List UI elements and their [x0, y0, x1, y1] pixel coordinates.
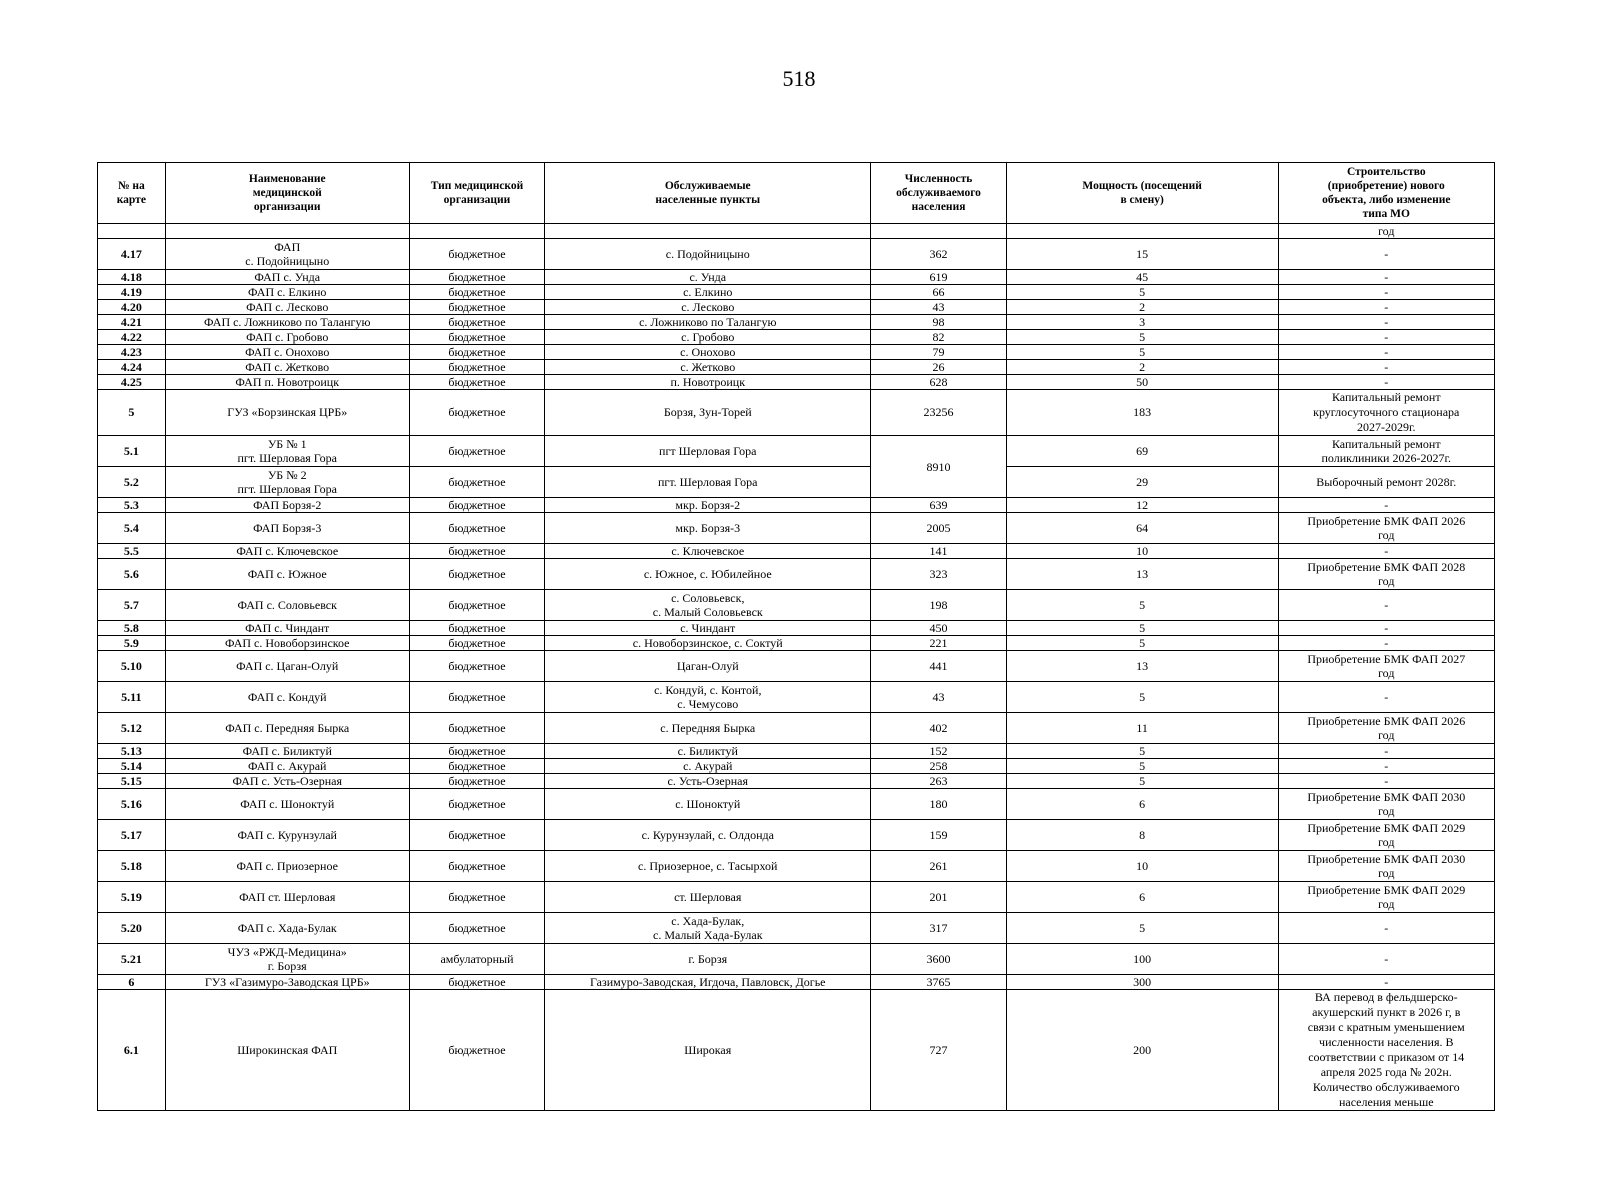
cell-construction: -	[1278, 315, 1494, 330]
cell-organization-name: ГУЗ «Газимуро-Заводская ЦРБ»	[165, 975, 409, 990]
cell-capacity: 3	[1006, 315, 1278, 330]
cell-served-population: 3600	[871, 944, 1006, 975]
cell-construction: -	[1278, 621, 1494, 636]
cell-map-number: 4.20	[98, 300, 166, 315]
cell-served-population: 82	[871, 330, 1006, 345]
cell-served-population: 152	[871, 744, 1006, 759]
cell-organization-type: бюджетное	[409, 774, 544, 789]
table-row	[98, 851, 1495, 882]
table-header	[98, 163, 1495, 224]
cell-served-settlements: Газимуро-Заводская, Игдоча, Павловск, Догье	[545, 975, 871, 990]
table-row	[98, 330, 1495, 345]
table-row	[98, 559, 1495, 590]
table-row	[98, 820, 1495, 851]
cell-served-settlements: с. Кондуй, с. Контой, с. Чемусово	[545, 682, 871, 713]
cell-construction: Капитальный ремонт поликлиники 2026-2027г.	[1278, 436, 1494, 467]
cell-map-number: 5	[98, 390, 166, 436]
cell-organization-name: УБ № 2 пгт. Шерловая Гора	[165, 467, 409, 498]
table-row	[98, 789, 1495, 820]
table-row	[98, 436, 1495, 467]
cell-organization-type: бюджетное	[409, 621, 544, 636]
cell-organization-name: ЧУЗ «РЖД-Медицина» г. Борзя	[165, 944, 409, 975]
cell-organization-type: бюджетное	[409, 713, 544, 744]
cell-map-number: 5.11	[98, 682, 166, 713]
cell-organization-name: ФАП Борзя-2	[165, 498, 409, 513]
cell-capacity: 2	[1006, 300, 1278, 315]
cell-capacity: 69	[1006, 436, 1278, 467]
cell-served-population: 261	[871, 851, 1006, 882]
header-served-settlements: Обслуживаемые населенные пункты	[545, 163, 871, 224]
cell-organization-type: бюджетное	[409, 820, 544, 851]
carry-over-text: год	[1278, 224, 1494, 239]
table-row	[98, 744, 1495, 759]
cell-organization-name: ФАП с. Лесково	[165, 300, 409, 315]
cell-organization-name: ФАП с. Ключевское	[165, 544, 409, 559]
cell-construction: Выборочный ремонт 2028г.	[1278, 467, 1494, 498]
cell-served-settlements: п. Новотроицк	[545, 375, 871, 390]
cell-organization-name: ФАП с. Акурай	[165, 759, 409, 774]
cell-map-number: 4.23	[98, 345, 166, 360]
cell-capacity: 10	[1006, 544, 1278, 559]
cell-capacity: 100	[1006, 944, 1278, 975]
cell-construction: -	[1278, 375, 1494, 390]
cell-capacity: 10	[1006, 851, 1278, 882]
cell-capacity: 6	[1006, 789, 1278, 820]
cell-construction: -	[1278, 544, 1494, 559]
cell-capacity: 200	[1006, 990, 1278, 1111]
cell-construction: -	[1278, 744, 1494, 759]
cell-organization-type: бюджетное	[409, 975, 544, 990]
header-organization-name: Наименование медицинской организации	[165, 163, 409, 224]
cell-organization-type: бюджетное	[409, 990, 544, 1111]
table-row	[98, 270, 1495, 285]
cell-construction: -	[1278, 590, 1494, 621]
page-number: 518	[782, 66, 816, 91]
header-map-number: № на карте	[98, 163, 166, 224]
cell-capacity: 300	[1006, 975, 1278, 990]
table-row	[98, 636, 1495, 651]
cell-map-number: 5.9	[98, 636, 166, 651]
cell-organization-type: бюджетное	[409, 375, 544, 390]
cell-construction: Приобретение БМК ФАП 2026 год	[1278, 513, 1494, 544]
cell-capacity: 5	[1006, 621, 1278, 636]
cell-organization-name: ФАП с. Курунзулай	[165, 820, 409, 851]
cell-organization-name: ФАП Борзя-3	[165, 513, 409, 544]
cell-capacity: 5	[1006, 682, 1278, 713]
cell-organization-type: бюджетное	[409, 239, 544, 270]
cell-construction: -	[1278, 944, 1494, 975]
cell-organization-name: ФАП с. Приозерное	[165, 851, 409, 882]
cell-organization-type: бюджетное	[409, 300, 544, 315]
header-capacity: Мощность (посещений в смену)	[1006, 163, 1278, 224]
cell-served-population: 402	[871, 713, 1006, 744]
cell-served-population: 2005	[871, 513, 1006, 544]
table-row	[98, 513, 1495, 544]
cell-capacity: 29	[1006, 467, 1278, 498]
cell-organization-type: бюджетное	[409, 559, 544, 590]
cell-organization-name: ФАП с. Чиндант	[165, 621, 409, 636]
cell-construction: -	[1278, 285, 1494, 300]
cell-map-number: 5.4	[98, 513, 166, 544]
cell-map-number: 4.24	[98, 360, 166, 375]
cell-capacity: 5	[1006, 590, 1278, 621]
medical-organizations-table	[97, 162, 1495, 1111]
cell-served-population: 198	[871, 590, 1006, 621]
cell-organization-type: бюджетное	[409, 636, 544, 651]
cell-served-settlements: мкр. Борзя-2	[545, 498, 871, 513]
cell-map-number: 6	[98, 975, 166, 990]
cell-served-settlements: с. Унда	[545, 270, 871, 285]
cell-construction: -	[1278, 975, 1494, 990]
cell-organization-name: ФАП с. Онохово	[165, 345, 409, 360]
cell-construction: -	[1278, 913, 1494, 944]
table-row	[98, 621, 1495, 636]
cell-organization-name: ФАП с. Жетково	[165, 360, 409, 375]
table-row	[98, 239, 1495, 270]
cell-organization-type: бюджетное	[409, 789, 544, 820]
cell-capacity: 2	[1006, 360, 1278, 375]
cell-served-settlements: ст. Шерловая	[545, 882, 871, 913]
table-row	[98, 774, 1495, 789]
cell-organization-type: бюджетное	[409, 513, 544, 544]
cell-served-population: 450	[871, 621, 1006, 636]
cell-served-settlements: с. Хада-Булак, с. Малый Хада-Булак	[545, 913, 871, 944]
cell-served-population: 79	[871, 345, 1006, 360]
table-row	[98, 651, 1495, 682]
table-row	[98, 975, 1495, 990]
cell-capacity: 5	[1006, 774, 1278, 789]
cell-organization-name: ГУЗ «Борзинская ЦРБ»	[165, 390, 409, 436]
cell-construction: -	[1278, 345, 1494, 360]
cell-construction: Приобретение БМК ФАП 2029 год	[1278, 820, 1494, 851]
cell-capacity: 11	[1006, 713, 1278, 744]
cell-served-settlements: мкр. Борзя-3	[545, 513, 871, 544]
cell-organization-type: бюджетное	[409, 851, 544, 882]
cell-served-settlements: с. Гробово	[545, 330, 871, 345]
cell-construction: Приобретение БМК ФАП 2026 год	[1278, 713, 1494, 744]
cell-capacity: 5	[1006, 345, 1278, 360]
cell-served-population: 317	[871, 913, 1006, 944]
cell-served-settlements: с. Ключевское	[545, 544, 871, 559]
cell-served-population: 441	[871, 651, 1006, 682]
cell-map-number: 4.19	[98, 285, 166, 300]
cell-served-settlements: Широкая	[545, 990, 871, 1111]
cell-served-population: 221	[871, 636, 1006, 651]
cell-organization-name: ФАП с. Гробово	[165, 330, 409, 345]
cell-served-population: 180	[871, 789, 1006, 820]
carry-over-row	[98, 224, 1495, 239]
header-organization-type: Тип медицинской организации	[409, 163, 544, 224]
cell-served-settlements: с. Соловьевск, с. Малый Соловьевск	[545, 590, 871, 621]
cell-capacity: 13	[1006, 559, 1278, 590]
cell-served-population: 263	[871, 774, 1006, 789]
cell-served-settlements: пгт Шерловая Гора	[545, 436, 871, 467]
cell-map-number: 5.6	[98, 559, 166, 590]
cell-capacity: 15	[1006, 239, 1278, 270]
cell-organization-type: бюджетное	[409, 330, 544, 345]
cell-organization-name: ФАП с. Соловьевск	[165, 590, 409, 621]
cell-capacity: 12	[1006, 498, 1278, 513]
cell-served-settlements: г. Борзя	[545, 944, 871, 975]
cell-served-settlements: с. Приозерное, с. Тасырхой	[545, 851, 871, 882]
cell-construction: -	[1278, 330, 1494, 345]
cell-construction: Приобретение БМК ФАП 2029 год	[1278, 882, 1494, 913]
cell-organization-type: бюджетное	[409, 544, 544, 559]
table-row	[98, 390, 1495, 436]
cell-served-settlements: с. Усть-Озерная	[545, 774, 871, 789]
cell-served-settlements: с. Новоборзинское, с. Соктуй	[545, 636, 871, 651]
table-row	[98, 300, 1495, 315]
cell-construction: -	[1278, 360, 1494, 375]
cell-served-settlements: Борзя, Зун-Торей	[545, 390, 871, 436]
cell-construction: Приобретение БМК ФАП 2030 год	[1278, 789, 1494, 820]
table-row	[98, 713, 1495, 744]
cell-served-settlements: пгт. Шерловая Гора	[545, 467, 871, 498]
cell-map-number: 5.7	[98, 590, 166, 621]
cell-organization-name: ФАП с. Унда	[165, 270, 409, 285]
cell-served-population: 98	[871, 315, 1006, 330]
cell-served-population: 141	[871, 544, 1006, 559]
table-row	[98, 375, 1495, 390]
cell-served-settlements: с. Передняя Бырка	[545, 713, 871, 744]
table-row	[98, 913, 1495, 944]
cell-map-number: 5.10	[98, 651, 166, 682]
cell-capacity: 6	[1006, 882, 1278, 913]
cell-map-number: 4.17	[98, 239, 166, 270]
cell-organization-name: ФАП с. Ложниково по Талангую	[165, 315, 409, 330]
cell-construction: -	[1278, 759, 1494, 774]
cell-construction: ВА перевод в фельдшерско- акушерский пункт в 2026 г, в связи с кратным уменьшением численности населения. В соответствии с приказом от 14 апреля 2025 года № 202н. Количество обслуживаемого населения меньше	[1278, 990, 1494, 1111]
cell-organization-name: ФАП с. Новоборзинское	[165, 636, 409, 651]
cell-organization-type: бюджетное	[409, 759, 544, 774]
cell-organization-name: ФАП с. Шоноктуй	[165, 789, 409, 820]
cell-map-number: 5.12	[98, 713, 166, 744]
table-row	[98, 882, 1495, 913]
cell-organization-type: бюджетное	[409, 651, 544, 682]
cell-served-settlements: с. Южное, с. Юбилейное	[545, 559, 871, 590]
cell-served-settlements: с. Подойницыно	[545, 239, 871, 270]
cell-construction: -	[1278, 239, 1494, 270]
cell-map-number: 5.5	[98, 544, 166, 559]
table-row	[98, 498, 1495, 513]
cell-map-number: 5.15	[98, 774, 166, 789]
cell-served-population: 43	[871, 682, 1006, 713]
cell-map-number: 4.25	[98, 375, 166, 390]
cell-served-population: 362	[871, 239, 1006, 270]
cell-organization-name: ФАП п. Новотроицк	[165, 375, 409, 390]
cell-capacity: 183	[1006, 390, 1278, 436]
cell-map-number: 5.20	[98, 913, 166, 944]
cell-served-settlements: с. Елкино	[545, 285, 871, 300]
cell-map-number: 5.16	[98, 789, 166, 820]
cell-served-population: 3765	[871, 975, 1006, 990]
cell-organization-name: ФАП с. Биликтуй	[165, 744, 409, 759]
cell-served-settlements: с. Курунзулай, с. Олдонда	[545, 820, 871, 851]
cell-construction: -	[1278, 682, 1494, 713]
cell-organization-type: бюджетное	[409, 345, 544, 360]
cell-map-number: 5.2	[98, 467, 166, 498]
cell-served-settlements: с. Жетково	[545, 360, 871, 375]
cell-construction: Приобретение БМК ФАП 2030 год	[1278, 851, 1494, 882]
cell-organization-type: бюджетное	[409, 744, 544, 759]
cell-capacity: 5	[1006, 285, 1278, 300]
cell-served-population: 639	[871, 498, 1006, 513]
cell-organization-type: бюджетное	[409, 315, 544, 330]
table-row	[98, 315, 1495, 330]
cell-organization-name: ФАП с. Елкино	[165, 285, 409, 300]
cell-map-number: 5.21	[98, 944, 166, 975]
table-row	[98, 759, 1495, 774]
table-row	[98, 544, 1495, 559]
cell-capacity: 50	[1006, 375, 1278, 390]
cell-construction: -	[1278, 300, 1494, 315]
cell-organization-type: амбулаторный	[409, 944, 544, 975]
cell-served-population: 628	[871, 375, 1006, 390]
cell-capacity: 5	[1006, 913, 1278, 944]
cell-map-number: 5.8	[98, 621, 166, 636]
cell-organization-type: бюджетное	[409, 436, 544, 467]
cell-map-number: 5.14	[98, 759, 166, 774]
cell-construction: -	[1278, 636, 1494, 651]
table-row	[98, 360, 1495, 375]
cell-organization-type: бюджетное	[409, 682, 544, 713]
cell-organization-name: ФАП с. Южное	[165, 559, 409, 590]
cell-served-population: 201	[871, 882, 1006, 913]
table-row	[98, 345, 1495, 360]
cell-organization-name: УБ № 1 пгт. Шерловая Гора	[165, 436, 409, 467]
cell-capacity: 64	[1006, 513, 1278, 544]
cell-served-settlements: Цаган-Олуй	[545, 651, 871, 682]
cell-capacity: 45	[1006, 270, 1278, 285]
cell-map-number: 6.1	[98, 990, 166, 1111]
cell-map-number: 5.3	[98, 498, 166, 513]
cell-map-number: 5.13	[98, 744, 166, 759]
cell-organization-name: ФАП с. Хада-Булак	[165, 913, 409, 944]
cell-served-population: 26	[871, 360, 1006, 375]
cell-organization-name: ФАП ст. Шерловая	[165, 882, 409, 913]
cell-capacity: 13	[1006, 651, 1278, 682]
cell-organization-type: бюджетное	[409, 390, 544, 436]
cell-organization-name: ФАП с. Подойницыно	[165, 239, 409, 270]
header-construction: Строительство (приобретение) нового объекта, либо изменение типа МО	[1278, 163, 1494, 224]
cell-map-number: 5.19	[98, 882, 166, 913]
cell-organization-name: ФАП с. Цаган-Олуй	[165, 651, 409, 682]
table-row	[98, 944, 1495, 975]
cell-served-settlements: с. Биликтуй	[545, 744, 871, 759]
cell-map-number: 5.18	[98, 851, 166, 882]
cell-served-settlements: с. Онохово	[545, 345, 871, 360]
cell-map-number: 4.22	[98, 330, 166, 345]
table-row	[98, 990, 1495, 1111]
table-row	[98, 682, 1495, 713]
header-served-population: Численность обслуживаемого населения	[871, 163, 1006, 224]
cell-capacity: 8	[1006, 820, 1278, 851]
cell-construction: -	[1278, 774, 1494, 789]
cell-organization-type: бюджетное	[409, 498, 544, 513]
cell-organization-name: ФАП с. Усть-Озерная	[165, 774, 409, 789]
cell-served-settlements: с. Акурай	[545, 759, 871, 774]
cell-construction: -	[1278, 498, 1494, 513]
cell-served-population: 23256	[871, 390, 1006, 436]
cell-organization-name: ФАП с. Передняя Бырка	[165, 713, 409, 744]
cell-capacity: 5	[1006, 744, 1278, 759]
cell-map-number: 4.18	[98, 270, 166, 285]
cell-served-population: 66	[871, 285, 1006, 300]
table-row	[98, 285, 1495, 300]
cell-construction: Приобретение БМК ФАП 2027 год	[1278, 651, 1494, 682]
cell-served-settlements: с. Ложниково по Талангую	[545, 315, 871, 330]
cell-served-settlements: с. Шоноктуй	[545, 789, 871, 820]
cell-construction: -	[1278, 270, 1494, 285]
cell-served-population: 619	[871, 270, 1006, 285]
cell-served-population: 8910	[871, 436, 1006, 498]
cell-served-population: 258	[871, 759, 1006, 774]
cell-served-population: 727	[871, 990, 1006, 1111]
cell-served-settlements: с. Чиндант	[545, 621, 871, 636]
cell-map-number: 4.21	[98, 315, 166, 330]
cell-construction: Приобретение БМК ФАП 2028 год	[1278, 559, 1494, 590]
cell-capacity: 5	[1006, 759, 1278, 774]
cell-capacity: 5	[1006, 330, 1278, 345]
cell-organization-name: Широкинская ФАП	[165, 990, 409, 1111]
cell-organization-type: бюджетное	[409, 882, 544, 913]
cell-organization-type: бюджетное	[409, 285, 544, 300]
table-row	[98, 467, 1495, 498]
table-row	[98, 590, 1495, 621]
cell-organization-type: бюджетное	[409, 467, 544, 498]
cell-organization-type: бюджетное	[409, 270, 544, 285]
cell-served-population: 159	[871, 820, 1006, 851]
cell-organization-name: ФАП с. Кондуй	[165, 682, 409, 713]
cell-map-number: 5.1	[98, 436, 166, 467]
cell-served-population: 43	[871, 300, 1006, 315]
cell-organization-type: бюджетное	[409, 590, 544, 621]
cell-organization-type: бюджетное	[409, 360, 544, 375]
cell-served-settlements: с. Лесково	[545, 300, 871, 315]
cell-construction: Капитальный ремонт круглосуточного стационара 2027-2029г.	[1278, 390, 1494, 436]
cell-capacity: 5	[1006, 636, 1278, 651]
cell-organization-type: бюджетное	[409, 913, 544, 944]
cell-served-population: 323	[871, 559, 1006, 590]
cell-map-number: 5.17	[98, 820, 166, 851]
